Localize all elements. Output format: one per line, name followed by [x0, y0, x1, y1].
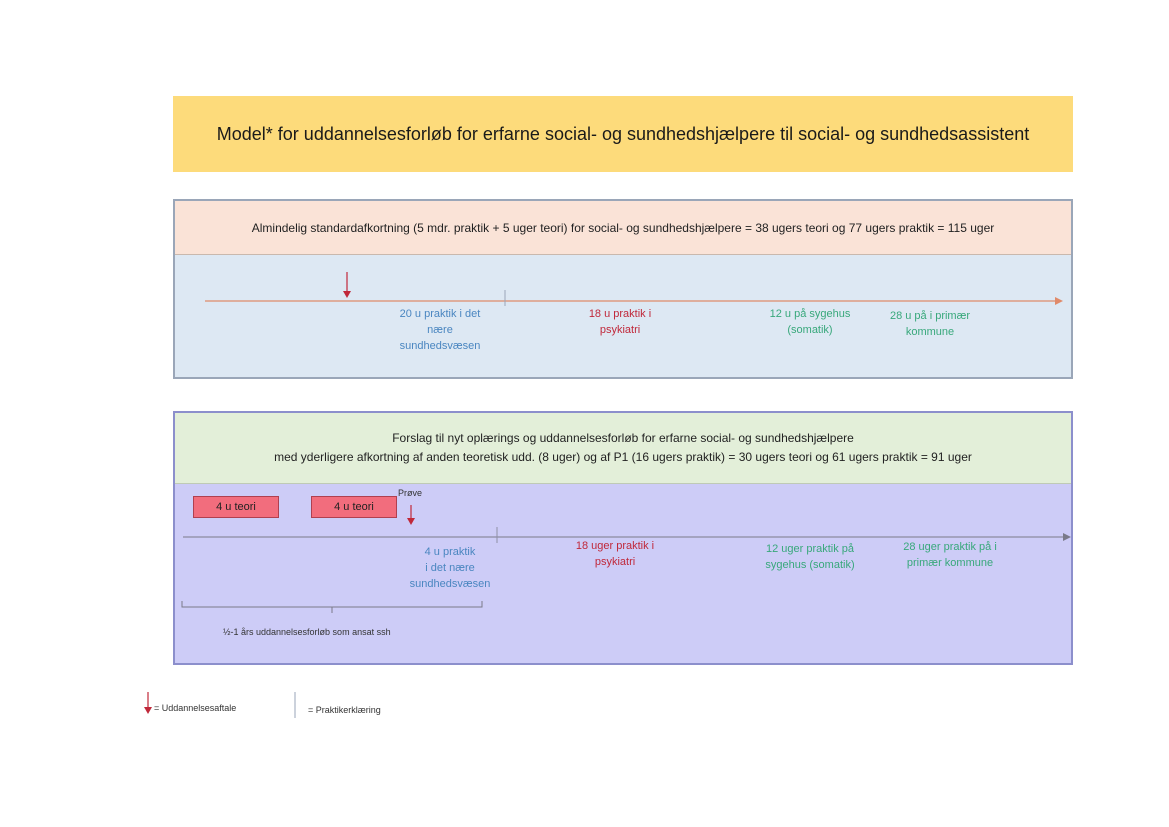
standard-seg4: 28 u på i primær kommune	[889, 310, 971, 338]
proposal-timeline-arrowhead	[1063, 533, 1071, 541]
proposal-heading-line2: med yderligere afkortning af anden teoretisk udd. (8 uger) og af P1 (16 ugers praktik) = 30 ugers teori og 61 ugers praktik = 91 uger	[274, 450, 972, 464]
title-banner	[173, 96, 1073, 172]
proposal-heading-line1: Forslag til nyt oplærings og uddannelsesforløb for erfarne social- og sundhedshjælpere	[392, 431, 854, 445]
legend-arrow-label: = Uddannelsesaftale	[154, 703, 237, 713]
proposal-timeline	[175, 483, 1071, 665]
teori-block-2: 4 u teori	[311, 496, 397, 518]
teori-block-1: 4 u teori	[193, 496, 279, 518]
proposal-seg3: 12 uger praktik på sygehus (somatik)	[765, 543, 855, 571]
proposal-panel	[173, 411, 1073, 665]
legend-tick-label: = Praktikerklæring	[308, 705, 381, 715]
standard-seg2: 18 u praktik i psykiatri	[588, 308, 652, 336]
standard-timeline-arrowhead	[1055, 297, 1063, 305]
proposal-aftale-arrowhead	[407, 518, 415, 525]
standard-seg1: 20 u praktik i det nære sundhedsvæsen	[399, 308, 481, 352]
proposal-seg2: 18 uger praktik i psykiatri	[575, 540, 655, 568]
prove-label: Prøve	[398, 488, 423, 498]
standard-seg3: 12 u på sygehus (somatik)	[769, 308, 851, 336]
proposal-bracket	[182, 601, 482, 613]
standard-panel	[173, 199, 1073, 379]
standard-heading	[175, 201, 1071, 255]
page-title: Model* for uddannelsesforløb for erfarne social- og sundhedshjælpere til social- og sundhedsassistent	[216, 123, 1030, 144]
standard-aftale-arrowhead	[343, 291, 351, 298]
proposal-seg1: 4 u praktik i det nære sundhedsvæsen	[409, 546, 491, 590]
bracket-label: ½-1 års uddannelsesforløb som ansat ssh	[223, 627, 391, 637]
proposal-heading	[175, 413, 1071, 484]
proposal-seg4: 28 uger praktik på i primær kommune	[903, 541, 997, 569]
standard-heading-text: Almindelig standardafkortning (5 mdr. praktik + 5 uger teori) for social- og sundhedshjælpere = 38 ugers teori og 77 ugers praktik = 115 uger	[251, 220, 995, 235]
legend-tick-icon	[290, 690, 300, 720]
